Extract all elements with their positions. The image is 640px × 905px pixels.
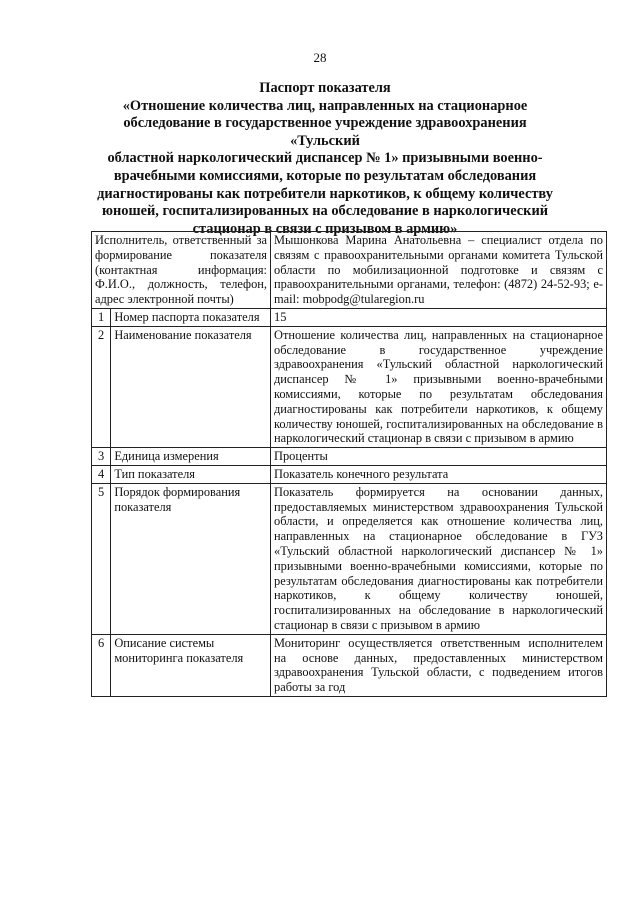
- title-heading: Паспорт показателя: [259, 80, 391, 96]
- row-label: Описание системы мониторинга показателя: [111, 634, 271, 696]
- row-number: 2: [92, 326, 111, 447]
- row-number: 5: [92, 483, 111, 634]
- executor-value: Мышонкова Марина Анатольевна – специалист отдела по связям с правоохранительными органами комитета Тульской области по мобилизационной подготовке и связям с правоохранительными органами, телефон: (4872) 24-52-93; e-mail: mobpodg@tularegion.ru: [271, 232, 607, 309]
- row-value: Отношение количества лиц, направленных на стационарное обследование в государственное учреждение здравоохранения «Тульский областной наркологический диспансер № 1» призывными военно-врачебными комиссиями, которые по результатам обследования диагностированы как потребители наркотиков, к общему количеству юношей, госпитализированных на обследование в наркологический стационар в связи с призывом в армию: [271, 326, 607, 447]
- row-value: Показатель формируется на основании данных, предоставляемых министерством здравоохранения Тульской области, и определяется как отношение количества лиц, направленных на стационарное обследование в ГУЗ «Тульский областной наркологический диспансер № 1» призывными военно-врачебными комиссиями, которые по результатам обследования диагностированы как потребители наркотиков, к общему количеству юношей, госпитализированных на обследование в наркологический стационар в связи с призывом в армию: [271, 483, 607, 634]
- row-value: Мониторинг осуществляется ответственным исполнителем на основе данных, предоставленных министерством здравоохранения Тульской области, с подведением итогов работы за год: [271, 634, 607, 696]
- table-row: [92, 308, 607, 326]
- title-line: юношей, госпитализированных на обследование в наркологический: [101, 203, 549, 220]
- title-line: обследование в государственное учреждение здравоохранения «Тульский: [123, 115, 527, 149]
- title-line: врачебными комиссиями, которые по результатам обследования: [113, 167, 537, 184]
- row-value: 15: [271, 308, 607, 326]
- table-row: [92, 465, 607, 483]
- table-row: [92, 326, 607, 447]
- title-line: областной наркологический диспансер № 1» призывными военно-: [107, 150, 543, 167]
- row-number: 1: [92, 308, 111, 326]
- title-line: диагностированы как потребители наркотиков, к общему количеству: [97, 185, 553, 202]
- row-number: 4: [92, 465, 111, 483]
- table-row: [92, 483, 607, 634]
- document-title: [95, 80, 555, 238]
- indicator-passport-table: [91, 231, 607, 697]
- row-label: Наименование показателя: [111, 326, 271, 447]
- table-row: [92, 448, 607, 466]
- row-label: Тип показателя: [111, 465, 271, 483]
- table-row-executor: [92, 232, 607, 309]
- row-label: Номер паспорта показателя: [111, 308, 271, 326]
- page-number: 28: [313, 50, 327, 65]
- executor-label: Исполнитель, ответственный за формирование показателя (контактная информация: Ф.И.О., должность, телефон, адрес электронной почты): [92, 232, 271, 309]
- table-row: [92, 634, 607, 696]
- row-number: 6: [92, 634, 111, 696]
- row-number: 3: [92, 448, 111, 466]
- row-label: Единица измерения: [111, 448, 271, 466]
- row-value: Показатель конечного результата: [271, 465, 607, 483]
- row-label: Порядок формирования показателя: [111, 483, 271, 634]
- title-line: стационар в связи с призывом в армию»: [192, 220, 458, 237]
- row-value: Проценты: [271, 448, 607, 466]
- title-line: «Отношение количества лиц, направленных на стационарное: [122, 97, 528, 114]
